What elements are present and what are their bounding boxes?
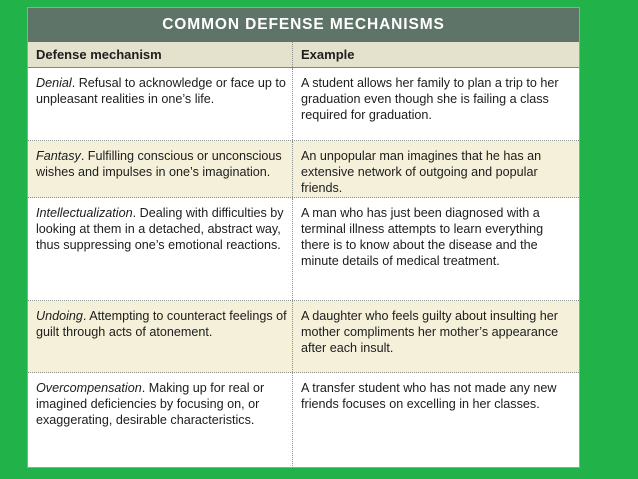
- table-row: [28, 68, 579, 141]
- mechanism-cell: [28, 373, 293, 468]
- table-header-row: [28, 42, 579, 68]
- example-cell: A daughter who feels guilty about insulting her mother compliments her mother’s appearance after each insult.: [301, 309, 559, 355]
- header-defense-mechanism: Defense mechanism: [28, 42, 293, 67]
- example-cell: A man who has just been diagnosed with a terminal illness attempts to learn everything there is to know about the disease and the minute details of medical treatment.: [301, 206, 544, 268]
- table-row: [28, 141, 579, 198]
- table-row: [28, 198, 579, 301]
- mechanism-definition: . Dealing with difficulties by looking at them in a detached, abstract way, thus suppressing one’s emotional reactions.: [36, 206, 284, 252]
- example-cell: A student allows her family to plan a trip to her graduation even though she is failing a class required for graduation.: [301, 76, 559, 122]
- example-cell: An unpopular man imagines that he has an extensive network of outgoing and popular friends.: [301, 149, 542, 195]
- mechanism-term: Denial: [36, 76, 72, 90]
- header-example: Example: [301, 47, 355, 62]
- defense-mechanisms-table: [27, 7, 580, 468]
- mechanism-definition: . Refusal to acknowledge or face up to unpleasant realities in one’s life.: [36, 76, 286, 106]
- example-cell: A transfer student who has not made any new friends focuses on excelling in her classes.: [301, 381, 557, 411]
- mechanism-cell: [28, 301, 293, 372]
- table-row: [28, 373, 579, 468]
- mechanism-cell: [28, 141, 293, 197]
- mechanism-cell: [28, 198, 293, 300]
- mechanism-term: Overcompensation: [36, 381, 142, 395]
- mechanism-definition: . Attempting to counteract feelings of guilt through acts of atonement.: [36, 309, 287, 339]
- mechanism-term: Undoing: [36, 309, 83, 323]
- mechanism-cell: [28, 68, 293, 140]
- table-row: [28, 301, 579, 373]
- mechanism-definition: . Fulfilling conscious or unconscious wishes and impulses in one’s imagination.: [36, 149, 282, 179]
- table-title: COMMON DEFENSE MECHANISMS: [28, 8, 579, 42]
- mechanism-term: Intellectualization: [36, 206, 133, 220]
- mechanism-definition: . Making up for real or imagined deficiencies by focusing on, or exaggerating, desirable characteristics.: [36, 381, 265, 427]
- mechanism-term: Fantasy: [36, 149, 81, 163]
